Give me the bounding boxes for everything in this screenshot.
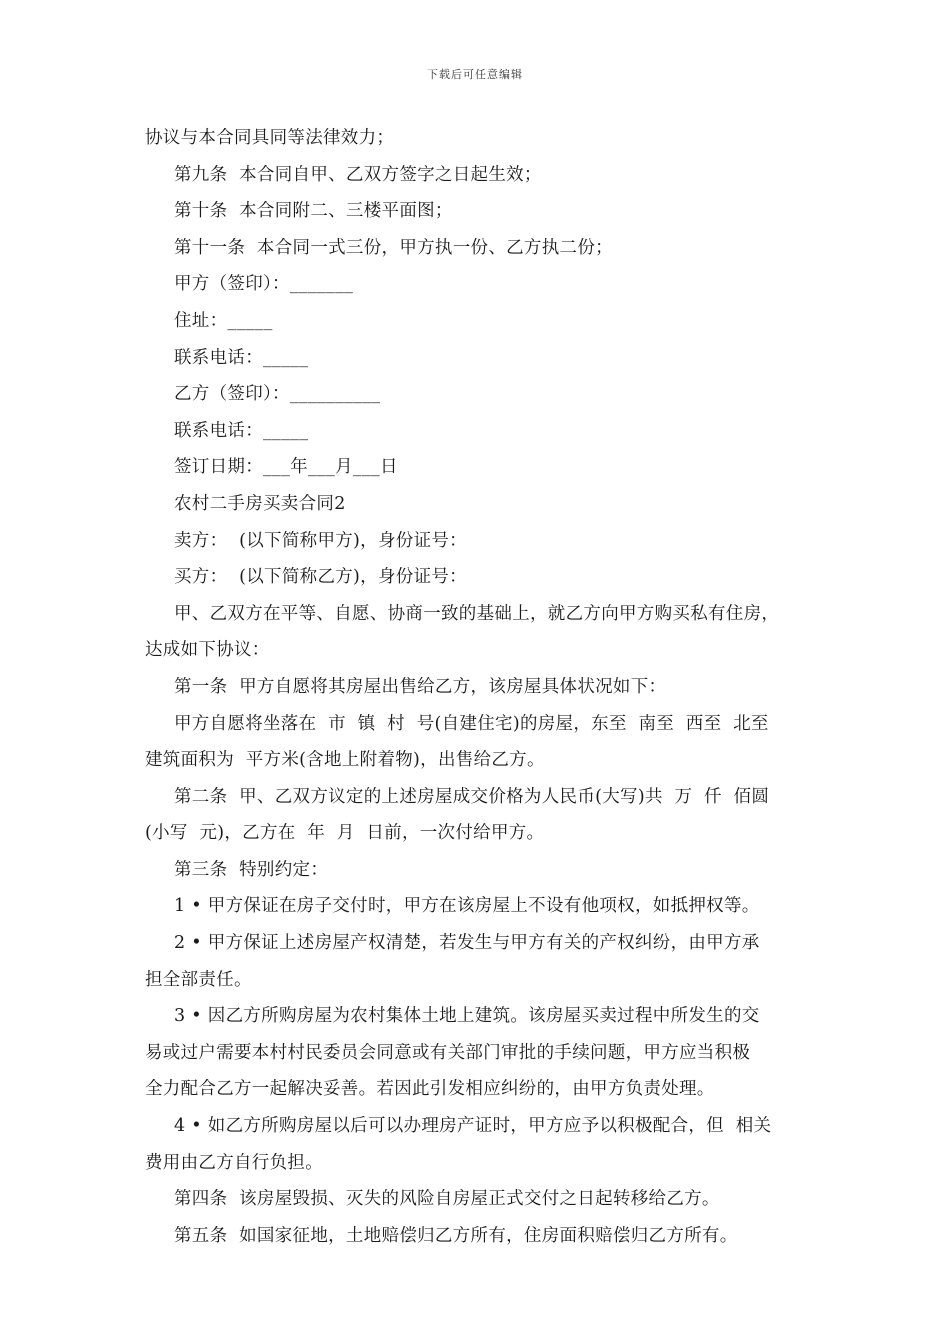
text-line: 乙方（签印）：__________ bbox=[174, 384, 381, 405]
text-line: 签订日期：___年___月___日 bbox=[174, 457, 398, 478]
text-line: 1 • 甲方保证在房子交付时，甲方在该房屋上不设有他项权，如抵押权等。 bbox=[174, 896, 760, 917]
text-line: 4 • 如乙方所购房屋以后可以办理房产证时，甲方应予以积极配合，但 相关 bbox=[174, 1116, 772, 1137]
text-line: 易或过户需要本村村民委员会同意或有关部门审批的手续问题，甲方应当积极 bbox=[145, 1042, 751, 1063]
text-line: 全力配合乙方一起解决妥善。若因此引发相应纠纷的，由甲方负责处理。 bbox=[145, 1079, 715, 1100]
text-line: 卖方： (以下简称甲方)，身份证号： bbox=[174, 530, 467, 551]
text-line: 第九条 本合同自甲、乙双方签字之日起生效； bbox=[174, 164, 542, 185]
text-line: 3 • 因乙方所购房屋为农村集体土地上建筑。该房屋买卖过程中所发生的交 bbox=[174, 1006, 760, 1027]
text-line: 第十条 本合同附二、三楼平面图； bbox=[174, 201, 453, 222]
text-line: 第一条 甲方自愿将其房屋出售给乙方，该房屋具体状况如下： bbox=[174, 676, 667, 697]
document-body bbox=[145, 120, 825, 1254]
text-line: 联系电话：_____ bbox=[174, 347, 309, 368]
text-line: 达成如下协议： bbox=[145, 640, 270, 661]
text-line: 甲方自愿将坐落在 市 镇 村 号(自建住宅)的房屋，东至 南至 西至 北至 bbox=[174, 713, 769, 734]
text-line: 第五条 如国家征地，土地赔偿归乙方所有，住房面积赔偿归乙方所有。 bbox=[174, 1225, 738, 1246]
text-line: 买方： (以下简称乙方)，身份证号： bbox=[174, 567, 467, 588]
text-line: 农村二手房买卖合同2 bbox=[174, 493, 346, 514]
text-line: (小写 元)，乙方在 年 月 日前，一次付给甲方。 bbox=[145, 823, 545, 844]
text-line: 住址：_____ bbox=[174, 310, 273, 331]
text-line: 担全部责任。 bbox=[145, 969, 252, 990]
text-line: 2 • 甲方保证上述房屋产权清楚，若发生与甲方有关的产权纠纷，由甲方承 bbox=[174, 933, 760, 954]
text-line: 甲方（签印）：_______ bbox=[174, 274, 354, 295]
text-line: 建筑面积为 平方米(含地上附着物)，出售给乙方。 bbox=[145, 750, 545, 771]
text-line: 甲、乙双方在平等、自愿、协商一致的基础上，就乙方向甲方购买私有住房， bbox=[174, 603, 780, 624]
text-line: 第四条 该房屋毁损、灭失的风险自房屋正式交付之日起转移给乙方。 bbox=[174, 1189, 720, 1210]
header-note: 下载后可任意编辑 bbox=[427, 68, 523, 81]
text-line: 联系电话：_____ bbox=[174, 420, 309, 441]
text-line: 第十一条 本合同一式三份，甲方执一份、乙方执二份； bbox=[174, 237, 613, 258]
text-line: 协议与本合同具同等法律效力； bbox=[145, 128, 395, 148]
text-line: 第三条 特别约定： bbox=[174, 859, 329, 880]
text-line: 费用由乙方自行负担。 bbox=[145, 1152, 323, 1173]
text-line: 第二条 甲、乙双方议定的上述房屋成交价格为人民币(大写)共 万 仟 佰圆 bbox=[174, 786, 770, 807]
